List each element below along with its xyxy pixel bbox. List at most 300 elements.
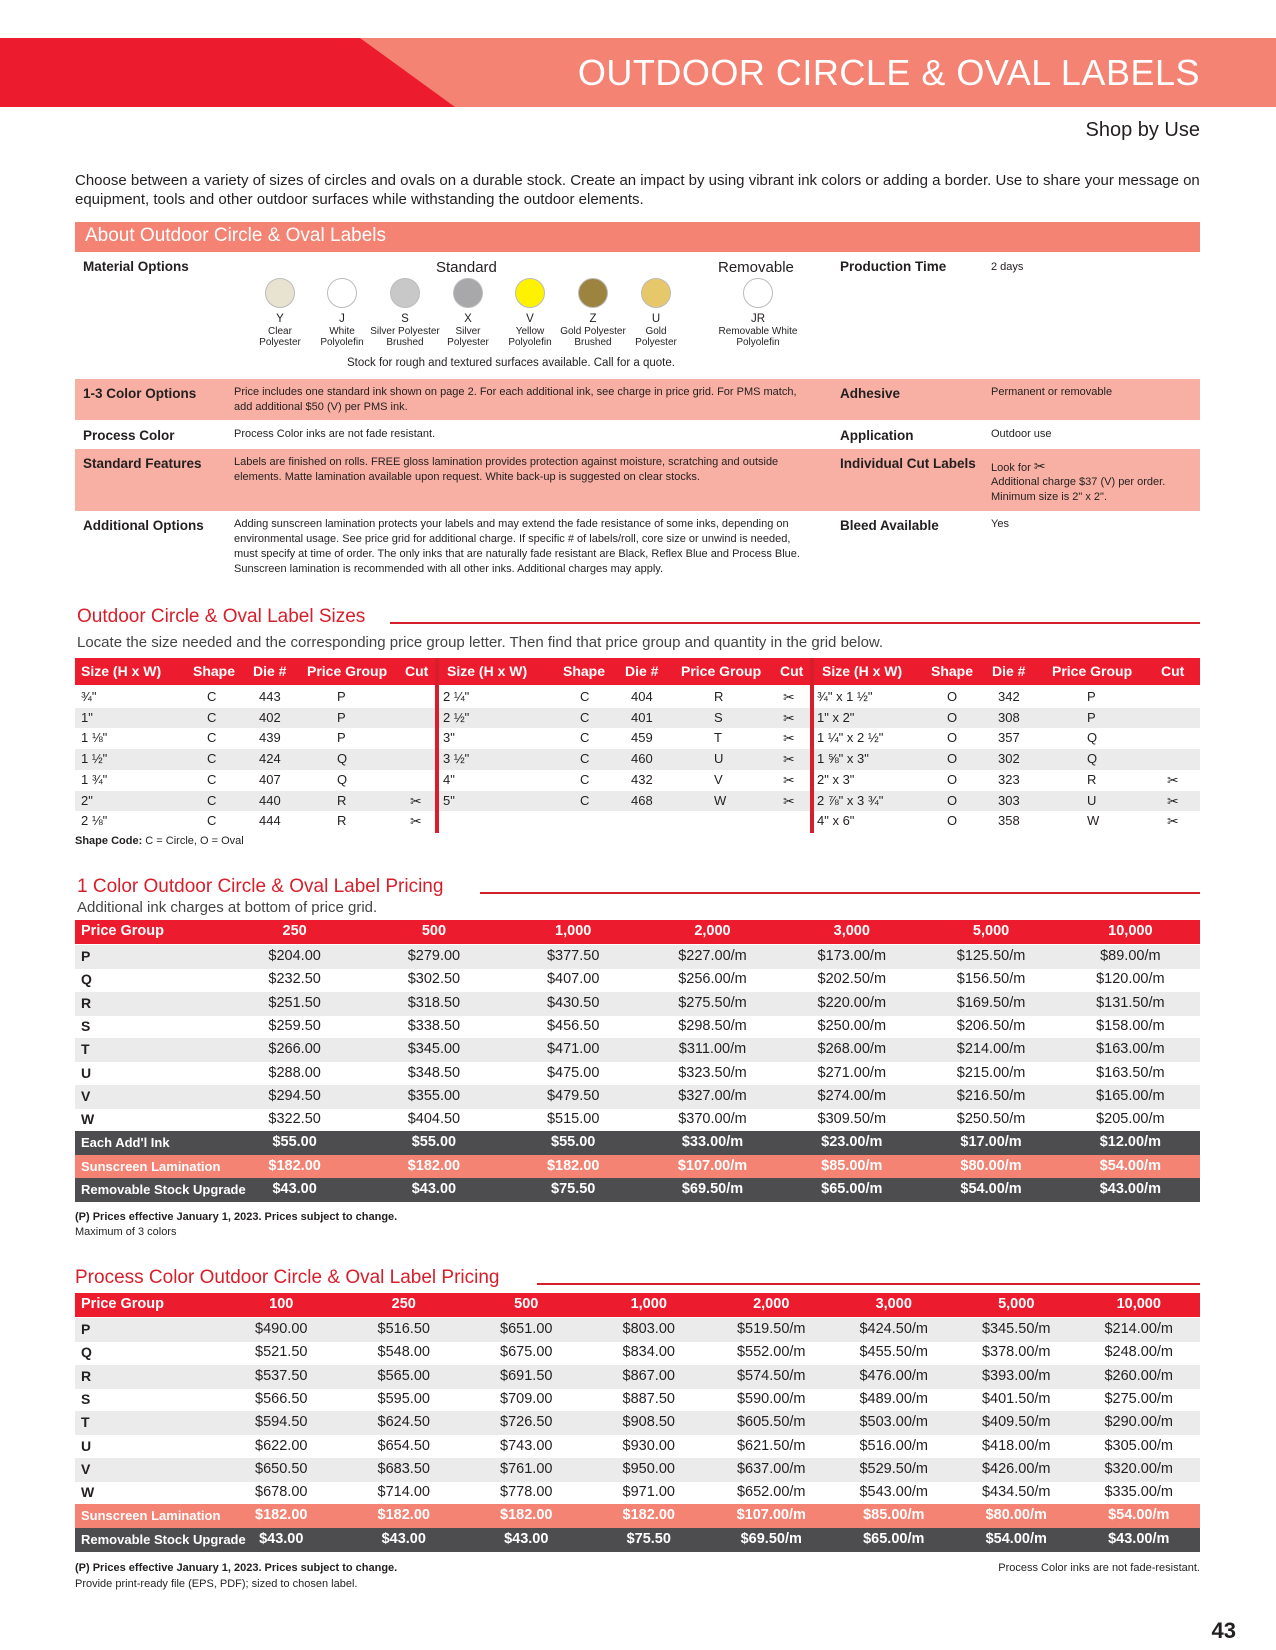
price-cell: $275.50/m — [678, 994, 747, 1011]
size-cell-die: 303 — [998, 792, 1020, 808]
production-time-label: Production Time — [840, 259, 947, 274]
extra-price-cell: $65.00/m — [821, 1181, 883, 1197]
price-cell: $803.00 — [622, 1321, 675, 1337]
stock-code: V — [526, 313, 534, 325]
price-row — [75, 1365, 1200, 1389]
price-cell: $206.50/m — [956, 1017, 1026, 1034]
size-header-1: Shape — [563, 663, 606, 679]
size-header-3: Price Group — [681, 663, 762, 679]
stock-name-1: Yellow — [515, 325, 545, 337]
size-cell-die: 443 — [259, 689, 281, 704]
price-cell: $565.00 — [377, 1367, 430, 1384]
standard-features-label: Standard Features — [83, 456, 202, 471]
price-group-label: T — [81, 1414, 90, 1431]
size-cell-die: 432 — [631, 771, 653, 787]
price-cell: $455.50/m — [859, 1344, 929, 1361]
bleed-value: Yes — [991, 518, 1009, 530]
price-row — [75, 1411, 1200, 1435]
quantity-header: 1,000 — [555, 923, 592, 939]
size-cell-shape: C — [580, 730, 590, 746]
price-cell: $418.00/m — [981, 1437, 1051, 1454]
size-cell-group: Q — [337, 751, 348, 767]
page-title: OUTDOOR CIRCLE & OVAL LABELS — [577, 52, 1200, 93]
size-cell-shape: C — [580, 792, 590, 808]
size-divider — [435, 658, 439, 833]
extra-price-cell: $69.50/m — [681, 1181, 744, 1197]
extra-price-cell: $33.00/m — [681, 1134, 744, 1151]
price-row — [75, 992, 1200, 1016]
price-cell: $345.50/m — [981, 1321, 1051, 1337]
price-cell: $256.00/m — [678, 971, 747, 988]
size-cell-shape: O — [947, 689, 958, 704]
extra-label: Sunscreen Lamination — [81, 1158, 221, 1174]
extra-price-cell: $55.00 — [551, 1134, 596, 1151]
stock-name-2: Brushed — [386, 337, 424, 348]
one-color-note-1: (P) Prices effective January 1, 2023. Prices subject to change. — [75, 1211, 398, 1223]
one-color-title-rule — [480, 892, 1200, 894]
cut-charge: Additional charge $37 (V) per order. — [991, 476, 1166, 488]
size-cell-size: 2 ⅞" x 3 ¾" — [817, 792, 884, 808]
price-cell: $651.00 — [500, 1321, 553, 1337]
price-cell: $205.00/m — [1096, 1111, 1165, 1128]
extra-price-cell: $80.00/m — [960, 1157, 1022, 1174]
stock-swatch-jr — [743, 278, 773, 308]
extra-price-cell: $182.00 — [546, 1157, 600, 1174]
size-cell-group: P — [337, 709, 346, 725]
price-cell: $621.50/m — [736, 1437, 806, 1454]
price-cell: $335.00/m — [1104, 1484, 1174, 1501]
size-cell-group: R — [337, 813, 347, 829]
stock-name-1: Silver — [455, 325, 481, 337]
size-cell-shape: C — [207, 771, 217, 787]
extra-price-cell: $55.00 — [411, 1134, 457, 1151]
price-cell: $867.00 — [622, 1367, 675, 1384]
price-row — [75, 1318, 1200, 1342]
material-options-label: Material Options — [83, 259, 189, 274]
intro-paragraph: Choose between a variety of sizes of circles and ovals on a durable stock. Create an impact by using vibrant ink colors or adding a border. Use to share your message on equipment, tools and other outdoor surfaces while withstanding the outdoor elements. — [75, 172, 1200, 208]
size-cell-shape: C — [207, 709, 217, 725]
quantity-header: 1,000 — [630, 1296, 667, 1312]
size-cell-shape: C — [580, 771, 590, 787]
price-group-label: V — [81, 1087, 91, 1104]
extra-label: Removable Stock Upgrade — [81, 1182, 246, 1197]
scissors-icon: ✂ — [410, 792, 422, 809]
price-cell: $691.50 — [500, 1367, 553, 1384]
price-cell: $268.00/m — [817, 1041, 887, 1058]
stock-swatch-y — [265, 278, 295, 308]
quantity-header: 10,000 — [1116, 1296, 1161, 1312]
scissors-icon: ✂ — [783, 709, 795, 726]
quantity-header: 250 — [282, 923, 307, 939]
price-group-label: Q — [81, 971, 92, 988]
stock-name-2: Polyolefin — [508, 337, 552, 348]
price-row — [75, 1435, 1200, 1459]
price-cell: $158.00/m — [1096, 1017, 1165, 1034]
header-banner — [0, 38, 1276, 107]
price-cell: $761.00 — [500, 1460, 553, 1477]
bleed-label: Bleed Available — [840, 518, 939, 533]
individual-cut-label: Individual Cut Labels — [840, 456, 976, 471]
price-cell: $288.00 — [268, 1064, 321, 1081]
quantity-header: 3,000 — [875, 1296, 912, 1312]
quantity-header: 2,000 — [753, 1296, 790, 1312]
price-cell: $125.50/m — [956, 948, 1026, 964]
size-header-2: Die # — [992, 663, 1026, 679]
size-cell-die: 404 — [631, 689, 653, 704]
extra-price-cell: $43.00 — [259, 1530, 304, 1547]
extra-price-cell: $85.00/m — [863, 1507, 925, 1524]
price-cell: $259.50 — [268, 1017, 321, 1034]
extra-label: Each Add'l Ink — [81, 1135, 170, 1151]
price-cell: $120.00/m — [1096, 971, 1165, 988]
size-cell-die: 440 — [259, 792, 281, 808]
size-cell-group: Q — [1087, 751, 1098, 767]
price-cell: $250.00/m — [817, 1017, 887, 1034]
size-cell-size: 1 ¼" x 2 ½" — [817, 730, 884, 746]
size-cell-shape: C — [207, 689, 217, 704]
extra-price-cell: $75.50 — [626, 1530, 671, 1547]
price-cell: $543.00/m — [859, 1484, 929, 1501]
price-cell: $516.00/m — [859, 1437, 929, 1454]
price-cell: $169.50/m — [956, 994, 1026, 1011]
price-cell: $250.50/m — [956, 1111, 1026, 1128]
stock-name-1: Gold — [645, 325, 667, 337]
size-cell-die: 401 — [631, 709, 653, 725]
extra-price-cell: $54.00/m — [985, 1530, 1047, 1547]
stock-name-1: Gold Polyester — [560, 325, 626, 337]
price-row — [75, 1388, 1200, 1412]
size-cell-size: ¾" — [81, 689, 97, 704]
size-cell-size: 1 ½" — [81, 751, 108, 767]
size-cell-size: 1 ¾" — [81, 771, 108, 787]
size-cell-group: P — [1087, 689, 1096, 704]
price-cell: $519.50/m — [736, 1321, 806, 1337]
price-cell: $214.00/m — [1104, 1321, 1174, 1337]
additional-options-value: Adding sunscreen lamination protects your labels and may extend the fade resistance of some inks, depending on environmental usage. See price grid for additional charge. If specific # of labels/roll, core size or unwind is needed, must specify at time of order. The only inks that are naturally fade resistant are Black, Reflex Blue and Process Blue. Sunscreen lamination is recommended with all other inks. Additional charges may apply. — [234, 518, 800, 575]
price-cell: $165.00/m — [1096, 1087, 1165, 1104]
one-color-note-2: Maximum of 3 colors — [75, 1226, 177, 1238]
price-cell: $216.50/m — [956, 1087, 1026, 1104]
size-cell-size: 2 ½" — [443, 709, 470, 725]
size-cell-group: R — [714, 689, 724, 704]
extra-price-cell: $55.00 — [272, 1134, 317, 1151]
size-cell-die: 459 — [631, 730, 653, 746]
extra-price-cell: $54.00/m — [960, 1181, 1022, 1197]
price-cell: $475.00 — [546, 1064, 600, 1081]
price-cell: $294.50 — [268, 1087, 321, 1104]
price-group-header: Price Group — [81, 923, 164, 939]
scissors-icon: ✂ — [1033, 458, 1046, 474]
stock-code: JR — [750, 313, 766, 325]
price-cell: $529.50/m — [859, 1460, 929, 1477]
size-cell-size: 1" — [81, 709, 93, 725]
price-cell: $338.50 — [407, 1017, 461, 1034]
price-cell: $605.50/m — [736, 1414, 806, 1431]
size-header-0: Size (H x W) — [81, 663, 162, 679]
stock-name-2: Polyester — [447, 337, 489, 348]
price-cell: $552.00/m — [736, 1344, 806, 1361]
price-cell: $202.50/m — [817, 971, 887, 988]
price-cell: $311.00/m — [678, 1041, 747, 1058]
stock-swatch-s — [390, 278, 420, 308]
price-cell: $743.00 — [500, 1437, 553, 1454]
price-cell: $163.00/m — [1096, 1041, 1165, 1058]
extra-row — [75, 1178, 1200, 1202]
size-cell-die: 402 — [259, 709, 281, 725]
price-cell: $637.00/m — [736, 1460, 806, 1477]
size-cell-shape: O — [947, 813, 958, 829]
stock-code: X — [464, 313, 472, 325]
extra-price-cell: $69.50/m — [740, 1530, 802, 1547]
size-cell-die: 424 — [259, 751, 281, 767]
price-row — [75, 1015, 1200, 1039]
price-cell: $318.50 — [407, 994, 461, 1011]
stock-name-2: Brushed — [574, 337, 612, 348]
additional-options-label: Additional Options — [83, 518, 204, 533]
size-header-2: Die # — [253, 663, 287, 679]
one_color-table-header — [75, 920, 1200, 944]
price-row — [75, 1085, 1200, 1109]
price-cell: $521.50 — [255, 1344, 308, 1361]
stock-label-u — [616, 314, 696, 349]
size-cell-die: 323 — [998, 771, 1020, 787]
quantity-header: 10,000 — [1108, 923, 1153, 939]
quantity-header: 100 — [269, 1296, 294, 1312]
process-note-1: (P) Prices effective January 1, 2023. Prices subject to change. — [75, 1562, 398, 1574]
scissors-icon: ✂ — [783, 689, 795, 705]
price-cell: $227.00/m — [678, 948, 747, 964]
size-cell-shape: O — [947, 730, 958, 746]
price-row — [75, 945, 1200, 969]
price-group-label: Q — [81, 1344, 92, 1361]
process-title: Process Color Outdoor Circle & Oval Label Pricing — [75, 1267, 508, 1289]
scissors-icon: ✂ — [410, 813, 422, 830]
price-cell: $537.50 — [255, 1367, 308, 1384]
extra-price-cell: $65.00/m — [863, 1530, 925, 1547]
size-cell-die: 308 — [998, 709, 1020, 725]
adhesive-value: Permanent or removable — [991, 386, 1113, 398]
size-cell-size: 1 ⅝" x 3" — [817, 751, 869, 767]
price-cell: $131.50/m — [1096, 994, 1165, 1011]
scissors-icon: ✂ — [1167, 792, 1179, 809]
price-cell: $652.00/m — [736, 1484, 806, 1501]
scissors-icon: ✂ — [783, 751, 795, 768]
price-cell: $271.00/m — [817, 1064, 887, 1081]
price-cell: $654.50 — [377, 1437, 430, 1454]
price-cell: $650.50 — [255, 1460, 308, 1477]
size-cell-die: 439 — [259, 730, 281, 746]
size-header-0: Size (H x W) — [822, 663, 903, 679]
price-cell: $266.00 — [268, 1041, 321, 1058]
color-options-label: 1-3 Color Options — [83, 386, 197, 401]
price-cell: $574.50/m — [736, 1367, 806, 1384]
price-cell: $887.50 — [622, 1390, 675, 1407]
price-group-label: S — [81, 1390, 91, 1407]
price-group-header: Price Group — [81, 1296, 164, 1312]
size-cell-group: U — [1087, 792, 1097, 808]
price-cell: $515.00 — [546, 1111, 600, 1128]
extra-price-cell: $107.00/m — [736, 1507, 806, 1524]
stock-swatch-u — [641, 278, 671, 308]
application-value: Outdoor use — [991, 428, 1052, 440]
one-color-subtitle: Additional ink charges at bottom of price grid. — [77, 899, 378, 916]
cut-minimum: Minimum size is 2" x 2". — [991, 491, 1107, 503]
price-cell: $595.00 — [377, 1390, 430, 1407]
price-cell: $407.00 — [546, 971, 600, 988]
price-cell: $709.00 — [500, 1390, 553, 1407]
size-header-3: Price Group — [1052, 663, 1133, 679]
price-cell: $370.00/m — [678, 1111, 747, 1128]
size-cell-group: R — [1087, 771, 1097, 787]
stock-swatch-z — [578, 278, 608, 308]
size-cell-size: 4" — [443, 771, 455, 787]
size-cell-die: 358 — [998, 813, 1020, 829]
price-cell: $479.50 — [546, 1087, 600, 1104]
size-cell-die: 444 — [259, 813, 281, 829]
quantity-header: 5,000 — [972, 923, 1010, 939]
price-cell: $590.00/m — [736, 1390, 806, 1407]
one-color-title: 1 Color Outdoor Circle & Oval Label Pricing — [77, 876, 451, 898]
stock-label-jr — [708, 314, 808, 349]
extra-price-cell: $75.50 — [551, 1181, 596, 1197]
extra-row — [75, 1155, 1200, 1179]
size-cell-group: U — [714, 751, 724, 767]
price-cell: $401.50/m — [981, 1390, 1051, 1407]
process-color-label: Process Color — [83, 428, 175, 443]
quantity-header: 500 — [514, 1296, 539, 1312]
size-cell-die: 468 — [631, 792, 653, 808]
price-cell: $476.00/m — [859, 1367, 929, 1384]
scissors-icon: ✂ — [783, 730, 795, 747]
size-cell-size: ¾" x 1 ½" — [817, 689, 873, 704]
production-time-value: 2 days — [991, 261, 1024, 273]
shape-code-value: C = Circle, O = Oval — [145, 835, 244, 847]
price-cell: $89.00/m — [1100, 948, 1161, 964]
price-group-label: U — [81, 1064, 92, 1081]
price-cell: $156.50/m — [956, 971, 1026, 988]
size-cell-size: 3" — [443, 730, 455, 746]
size-cell-die: 407 — [259, 771, 281, 787]
extra-price-cell: $12.00/m — [1099, 1134, 1161, 1151]
quantity-header: 500 — [421, 923, 447, 939]
size-cell-die: 460 — [631, 751, 653, 767]
price-cell: $624.50 — [377, 1414, 430, 1431]
price-cell: $298.50/m — [678, 1017, 747, 1034]
section-subtitle: Shop by Use — [1085, 119, 1200, 141]
scissors-icon: ✂ — [783, 771, 795, 788]
process-note-2: Provide print-ready file (EPS, PDF); sized to chosen label. — [75, 1578, 358, 1590]
stock-name-2: Polyester — [259, 337, 301, 348]
price-cell: $675.00 — [500, 1344, 553, 1361]
size-header-1: Shape — [193, 663, 236, 679]
price-cell: $404.50 — [407, 1111, 461, 1128]
price-cell: $503.00/m — [859, 1414, 929, 1431]
extra-price-cell: $182.00 — [622, 1507, 675, 1524]
extra-row — [75, 1504, 1200, 1528]
size-cell-shape: O — [947, 751, 958, 767]
size-cell-shape: C — [207, 730, 217, 746]
size-cell-group: Q — [337, 771, 348, 787]
process-title-rule — [537, 1283, 1200, 1285]
extra-price-cell: $182.00 — [268, 1157, 321, 1174]
process-table-header — [75, 1293, 1200, 1317]
size-cell-shape: C — [580, 709, 590, 725]
price-cell: $950.00 — [622, 1460, 675, 1477]
size-cell-size: 1 ⅛" — [81, 730, 108, 746]
price-row — [75, 1062, 1200, 1086]
price-cell: $320.00/m — [1104, 1460, 1174, 1477]
page-number: 43 — [1211, 1618, 1236, 1643]
size-cell-group: T — [714, 730, 722, 746]
price-cell: $490.00 — [255, 1321, 308, 1337]
scissors-icon: ✂ — [1167, 813, 1179, 830]
size-cell-shape: C — [207, 813, 217, 829]
price-row — [75, 968, 1200, 992]
extra-price-cell: $85.00/m — [821, 1157, 883, 1174]
price-cell: $726.50 — [500, 1414, 553, 1431]
size-header-2: Die # — [625, 663, 659, 679]
price-cell: $678.00 — [255, 1484, 308, 1501]
price-cell: $378.00/m — [981, 1344, 1051, 1361]
size-cell-group: P — [337, 689, 346, 704]
sizes-subtitle: Locate the size needed and the corresponding price group letter. Then find that price group and quantity in the grid below. — [77, 634, 884, 651]
price-group-label: T — [81, 1041, 90, 1058]
size-cell-size: 2 ¼" — [443, 689, 470, 704]
size-cell-die: 357 — [998, 730, 1020, 746]
extra-price-cell: $43.00 — [411, 1181, 457, 1197]
about-title: About Outdoor Circle & Oval Labels — [75, 222, 1200, 252]
price-cell: $355.00 — [407, 1087, 461, 1104]
size-cell-group: W — [1087, 813, 1100, 829]
price-cell: $426.00/m — [981, 1460, 1051, 1477]
process-color-value: Process Color inks are not fade resistant. — [234, 428, 436, 440]
price-cell: $327.00/m — [678, 1087, 747, 1104]
price-row — [75, 1458, 1200, 1482]
extra-price-cell: $43.00/m — [1099, 1181, 1161, 1197]
stock-swatch-x — [453, 278, 483, 308]
stock-name-1: Removable White — [718, 325, 798, 337]
color-options-value: Price includes one standard ink shown on page 2. For each additional ink, see charge in price grid. For PMS match, add additional $50 (V) per PMS ink. — [234, 386, 797, 413]
price-group-label: R — [81, 994, 92, 1011]
application-label: Application — [840, 428, 914, 443]
extra-price-cell: $54.00/m — [1108, 1507, 1170, 1524]
price-cell: $834.00 — [622, 1344, 675, 1361]
size-cell-group: S — [714, 709, 723, 725]
size-cell-size: 4" x 6" — [817, 813, 855, 829]
price-cell: $204.00 — [268, 948, 321, 964]
price-group-label: W — [81, 1111, 95, 1128]
price-cell: $251.50 — [268, 994, 321, 1011]
size-header-0: Size (H x W) — [447, 663, 528, 679]
size-divider — [810, 658, 814, 833]
price-row — [75, 1108, 1200, 1132]
size-cell-size: 5" — [443, 792, 455, 808]
extra-price-cell: $107.00/m — [677, 1157, 748, 1174]
price-row — [75, 1038, 1200, 1062]
stock-name-2: Polyolefin — [320, 337, 364, 348]
extra-price-cell: $182.00 — [500, 1507, 553, 1524]
price-cell: $275.00/m — [1104, 1390, 1174, 1407]
stock-name-1: White — [329, 325, 355, 337]
stock-name-1: Clear — [268, 325, 292, 337]
stock-code: Z — [589, 313, 597, 325]
price-cell: $424.50/m — [859, 1321, 929, 1337]
price-cell: $279.00 — [407, 948, 461, 964]
price-cell: $456.50 — [546, 1017, 600, 1034]
price-group-label: S — [81, 1017, 91, 1034]
price-cell: $348.50 — [407, 1064, 461, 1081]
standard-features-value: Labels are finished on rolls. FREE gloss lamination provides protection against moisture, scratching and outside elements. Matte lamination available upon request. White back-up is suggested on clear stocks. — [234, 456, 779, 483]
